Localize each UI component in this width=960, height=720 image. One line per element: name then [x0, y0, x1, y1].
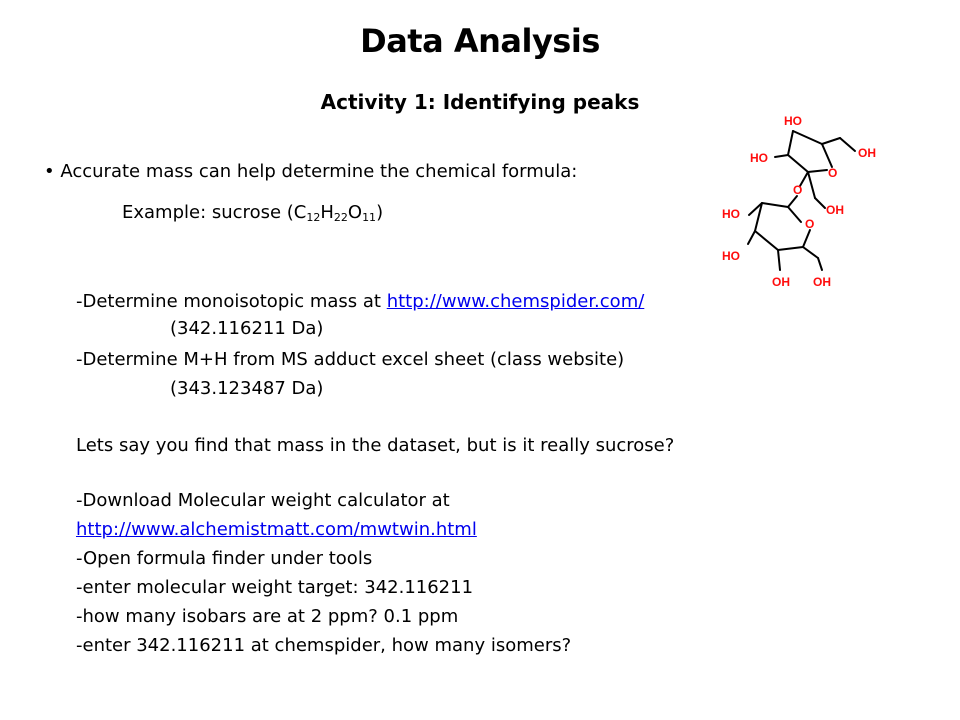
hydrogen-count: 22 — [333, 211, 348, 224]
carbon-count: 12 — [306, 211, 321, 224]
line-isomers: -enter 342.116211 at chemspider, how many isomers? — [76, 635, 572, 656]
bond — [840, 138, 855, 151]
line-monoisotopic — [76, 290, 644, 314]
bond — [822, 138, 840, 144]
line-m-plus-h: -Determine M+H from MS adduct excel sheet (class website) — [76, 349, 625, 370]
bond — [788, 196, 797, 207]
o-label-glycosidic: O — [793, 183, 803, 197]
question-sucrose: Lets say you find that mass in the dataset, but is it really sucrose? — [76, 435, 675, 456]
bond — [808, 170, 827, 172]
bond — [762, 203, 788, 207]
chemspider-link[interactable]: http://www.chemspider.com/ — [386, 291, 645, 312]
bond — [788, 155, 808, 172]
example-suffix: ) — [376, 202, 384, 223]
oxygen-label: O — [347, 202, 363, 223]
oh-label-bottom-2: OH — [813, 275, 831, 289]
line-isobars: -how many isobars are at 2 ppm? 0.1 ppm — [76, 606, 459, 627]
o-label-fructose-ring: O — [828, 166, 838, 180]
bond — [775, 155, 788, 157]
bond — [748, 231, 755, 244]
mwtwin-link[interactable]: http://www.alchemistmatt.com/mwtwin.html — [76, 519, 477, 540]
bond — [822, 144, 832, 167]
oh-label-mid-right: OH — [826, 203, 844, 217]
m-plus-h-value: (343.123487 Da) — [170, 378, 324, 399]
bond — [803, 230, 810, 247]
slide-subtitle: Activity 1: Identifying peaks — [320, 90, 640, 114]
bullet-accurate-mass: • Accurate mass can help determine the chemical formula: — [44, 161, 578, 182]
o-label-glucose-ring: O — [805, 217, 815, 231]
monoisotopic-text: -Determine monoisotopic mass at — [76, 291, 387, 312]
ho-label-mid-left: HO — [722, 207, 740, 221]
bond — [793, 131, 822, 144]
hydrogen-label: H — [320, 202, 334, 223]
bond — [818, 258, 822, 270]
bond — [808, 172, 815, 198]
oh-label-top-right: OH — [858, 146, 876, 160]
example-prefix: Example: sucrose (C — [122, 202, 307, 223]
bond — [803, 247, 818, 258]
example-sucrose — [122, 201, 383, 225]
line-open-finder: -Open formula finder under tools — [76, 548, 373, 569]
oxygen-count: 11 — [362, 211, 377, 224]
bond — [788, 131, 793, 155]
bond — [778, 247, 803, 250]
monoisotopic-value: (342.116211 Da) — [170, 318, 324, 339]
oh-label-bottom-1: OH — [772, 275, 790, 289]
slide-title: Data Analysis — [360, 22, 600, 60]
ho-label-top: HO — [784, 114, 802, 128]
ho-label-low-left: HO — [722, 249, 740, 263]
sucrose-structure-diagram — [706, 100, 896, 300]
line-enter-target: -enter molecular weight target: 342.116211 — [76, 577, 474, 598]
bond — [755, 231, 778, 250]
bond — [788, 207, 801, 222]
bond — [778, 250, 780, 270]
bond — [815, 198, 825, 208]
ho-label-upper-left: HO — [750, 151, 768, 165]
line-download: -Download Molecular weight calculator at — [76, 490, 450, 511]
